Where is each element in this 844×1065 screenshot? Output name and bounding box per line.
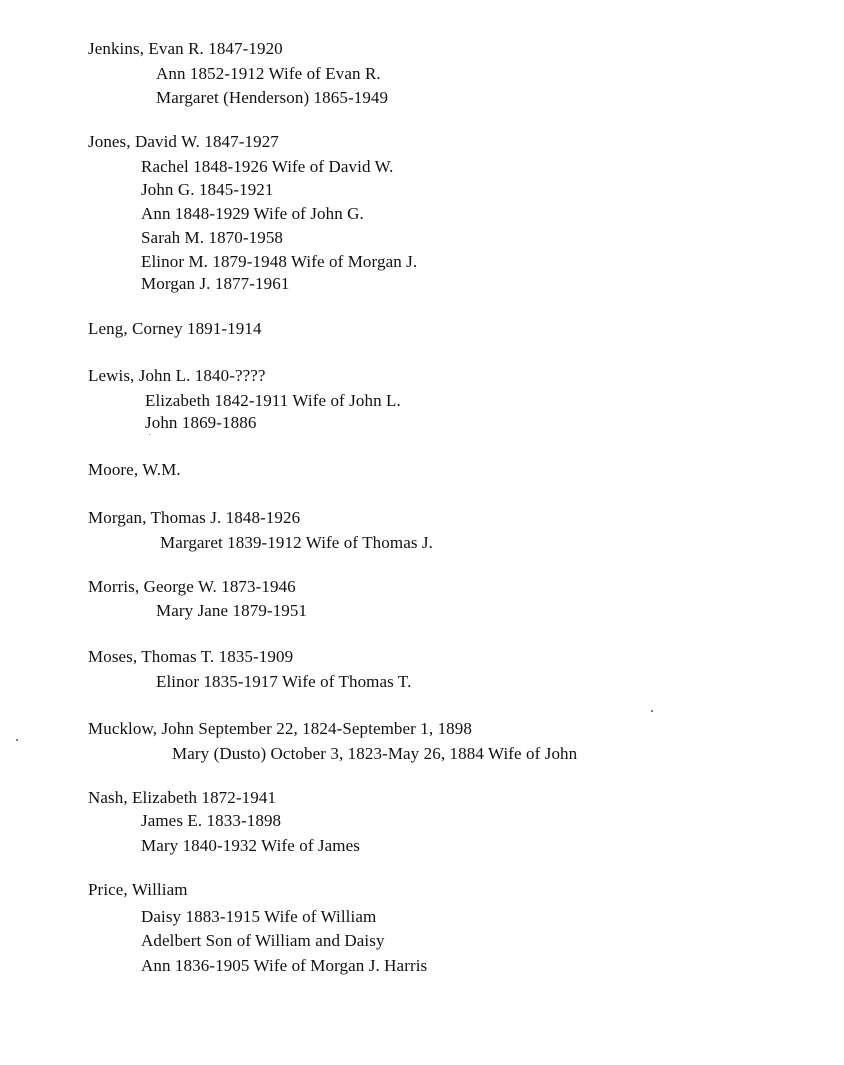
family-member: Adelbert Son of William and Daisy	[141, 931, 385, 950]
family-member: John G. 1845-1921	[141, 180, 274, 199]
family-member: James E. 1833-1898	[141, 811, 282, 830]
family-member: Mary (Dusto) October 3, 1823-May 26, 1884 Wife of John	[172, 744, 578, 763]
family-heading-lewis: Lewis, John L. 1840-????	[88, 366, 266, 385]
family-member: Rachel 1848-1926 Wife of David W.	[141, 157, 394, 176]
family-member: Mary 1840-1932 Wife of James	[141, 836, 360, 855]
family-member: Morgan J. 1877-1961	[141, 274, 290, 293]
family-heading-price: Price, William	[88, 880, 188, 899]
family-heading-moses: Moses, Thomas T. 1835-1909	[88, 647, 294, 666]
family-heading-jones: Jones, David W. 1847-1927	[88, 132, 279, 151]
family-member: Ann 1848-1929 Wife of John G.	[141, 204, 364, 223]
family-heading-morgan: Morgan, Thomas J. 1848-1926	[88, 508, 301, 527]
family-member: Elinor M. 1879-1948 Wife of Morgan J.	[141, 252, 418, 271]
family-member: Margaret (Henderson) 1865-1949	[156, 88, 389, 107]
family-member: Ann 1852-1912 Wife of Evan R.	[156, 64, 381, 83]
family-heading-morris: Morris, George W. 1873-1946	[88, 577, 296, 596]
family-member: John 1869-1886	[145, 413, 257, 432]
family-heading-moore: Moore, W.M.	[88, 460, 181, 479]
scan-speck	[16, 739, 18, 741]
family-member: Ann 1836-1905 Wife of Morgan J. Harris	[141, 956, 428, 975]
family-heading-jenkins: Jenkins, Evan R. 1847-1920	[88, 39, 283, 58]
family-member: Daisy 1883-1915 Wife of William	[141, 907, 377, 926]
family-heading-leng: Leng, Corney 1891-1914	[88, 319, 262, 338]
scan-speck	[651, 710, 653, 712]
family-heading-nash: Nash, Elizabeth 1872-1941	[88, 788, 277, 807]
family-heading-mucklow: Mucklow, John September 22, 1824-September 1, 1898	[88, 719, 472, 738]
family-member: Sarah M. 1870-1958	[141, 228, 284, 247]
family-member: Mary Jane 1879-1951	[156, 601, 308, 620]
scan-speck	[149, 434, 150, 435]
family-member: Elinor 1835-1917 Wife of Thomas T.	[156, 672, 412, 691]
family-member: Margaret 1839-1912 Wife of Thomas J.	[160, 533, 433, 552]
family-member: Elizabeth 1842-1911 Wife of John L.	[145, 391, 401, 410]
